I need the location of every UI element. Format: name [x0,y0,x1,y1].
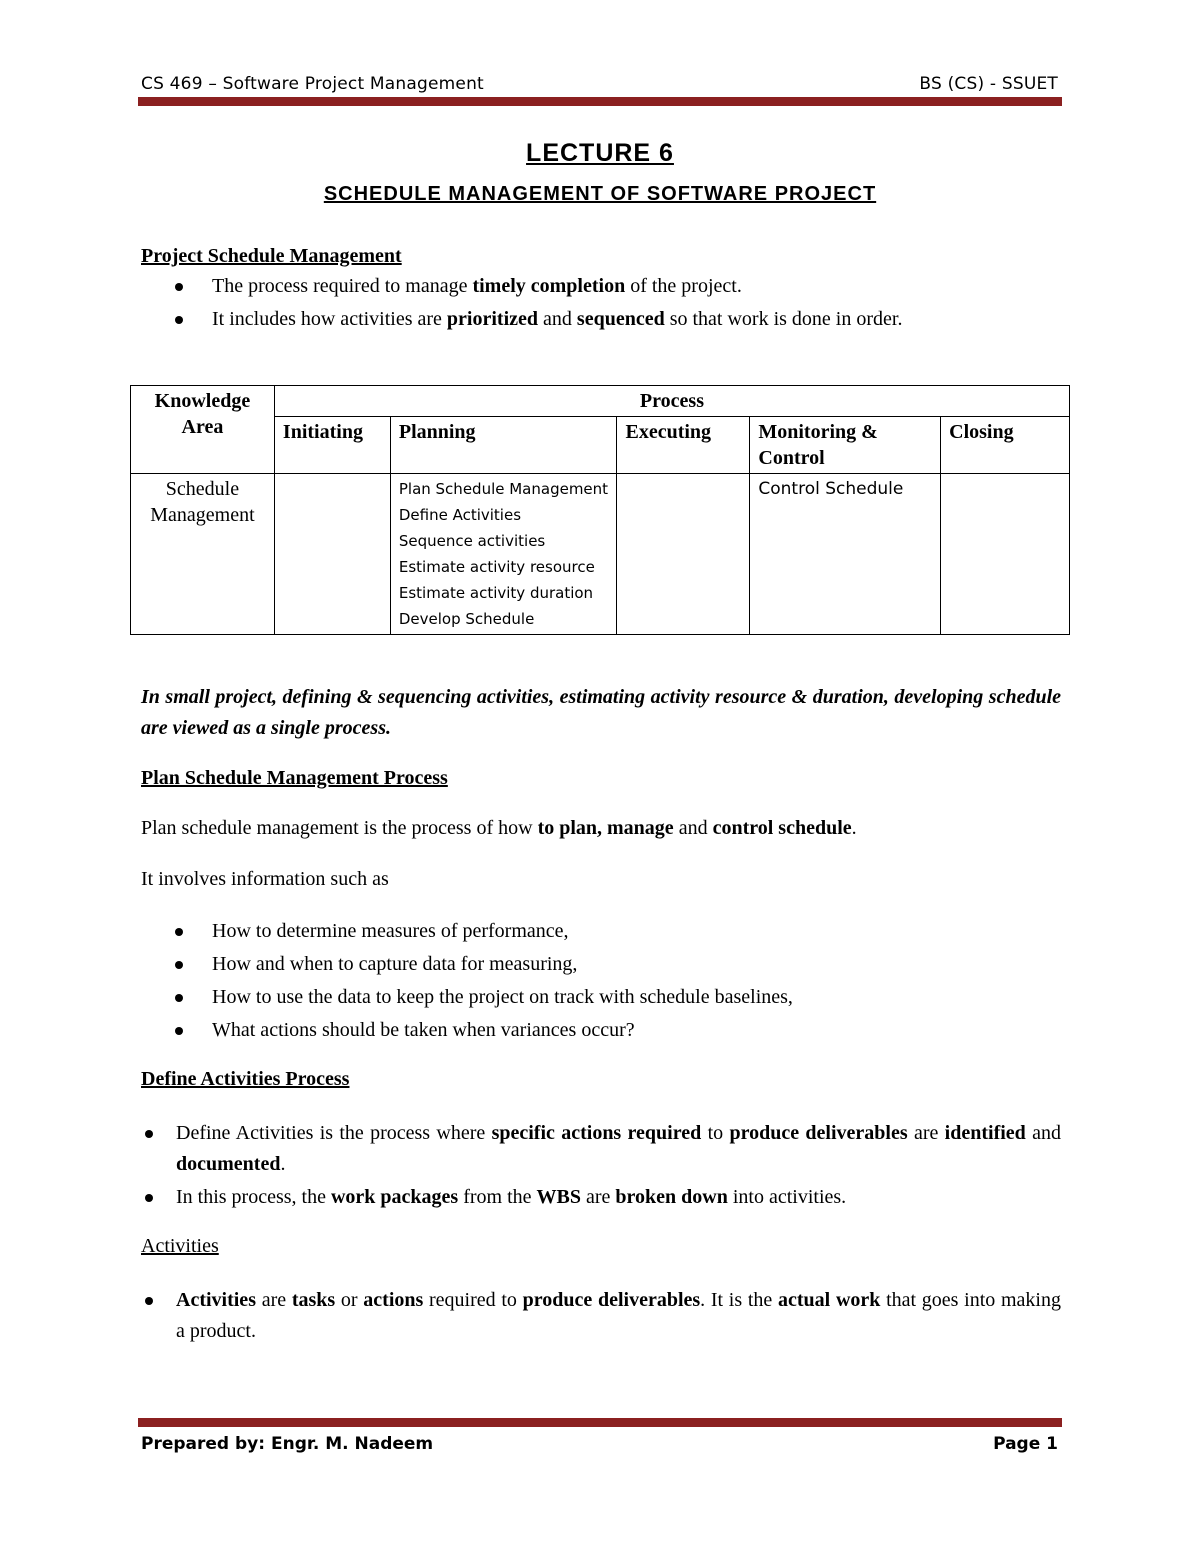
list-item: Define Activities is the process where specific actions required to produce deliverables are identified and documented. [176,1118,1061,1180]
table-cell-area: Schedule Management [131,474,275,635]
list-item: What actions should be taken when variances occur? [212,1014,1072,1047]
section3-bullet-list [176,1118,1061,1215]
table-header-executing: Executing [617,417,750,474]
section4-bullet-list [176,1285,1061,1349]
section-heading-activities: Activities [141,1235,219,1257]
table-header-process: Process [274,386,1069,417]
table-cell-planning [390,474,617,635]
section-heading-define-activities: Define Activities Process [141,1068,350,1090]
table-header-closing: Closing [941,417,1070,474]
planning-item: Define Activities [398,506,522,524]
table-cell-monitoring: Control Schedule [750,474,941,635]
footer-rule [138,1418,1062,1427]
table-cell-executing [617,474,750,635]
process-table [130,385,1070,635]
planning-item: Develop Schedule [398,610,535,628]
section-heading-project-schedule-management: Project Schedule Management [141,245,402,267]
table-header-initiating: Initiating [274,417,390,474]
section1-bullet-list [212,270,1072,336]
table-cell-initiating [274,474,390,635]
italic-note: In small project, defining & sequencing activities, estimating activity resource & duration, developing schedule are viewed as a single process. [141,686,1061,739]
list-item: The process required to manage timely completion of the project. [212,270,1072,303]
planning-item: Plan Schedule Management [398,480,609,498]
header-program: BS (CS) - SSUET [919,74,1058,94]
table-header-planning: Planning [390,417,617,474]
planning-item: Estimate activity duration [398,584,594,602]
header-rule [138,97,1062,106]
plan-schedule-intro: Plan schedule management is the process of how to plan, manage and control schedule. [141,817,857,839]
list-item: It includes how activities are prioritized and sequenced so that work is done in order. [212,303,1072,336]
plan-schedule-lead: It involves information such as [141,868,389,890]
table-header-monitoring-control: Monitoring & Control [750,417,941,474]
list-item: How to determine measures of performance, [212,915,1072,948]
planning-item: Estimate activity resource [398,558,595,576]
footer-page-number: Page 1 [993,1434,1058,1454]
planning-item: Sequence activities [398,532,546,550]
section2-bullet-list [212,915,1072,1047]
list-item: How and when to capture data for measuring, [212,948,1072,981]
table-cell-closing [941,474,1070,635]
list-item: How to use the data to keep the project on track with schedule baselines, [212,981,1072,1014]
list-item: In this process, the work packages from the WBS are broken down into activities. [176,1182,1061,1213]
section-heading-plan-schedule-management: Plan Schedule Management Process [141,767,448,789]
lecture-title: LECTURE 6 [526,139,674,167]
table-row [131,474,1070,635]
list-item: Activities are tasks or actions required to produce deliverables. It is the actual work that goes into making a product. [176,1285,1061,1347]
lecture-subtitle: SCHEDULE MANAGEMENT OF SOFTWARE PROJECT [323,183,877,205]
header-course: CS 469 – Software Project Management [141,74,484,94]
table-header-knowledge-area: Knowledge Area [131,386,275,474]
footer-prepared-by: Prepared by: Engr. M. Nadeem [141,1434,434,1454]
